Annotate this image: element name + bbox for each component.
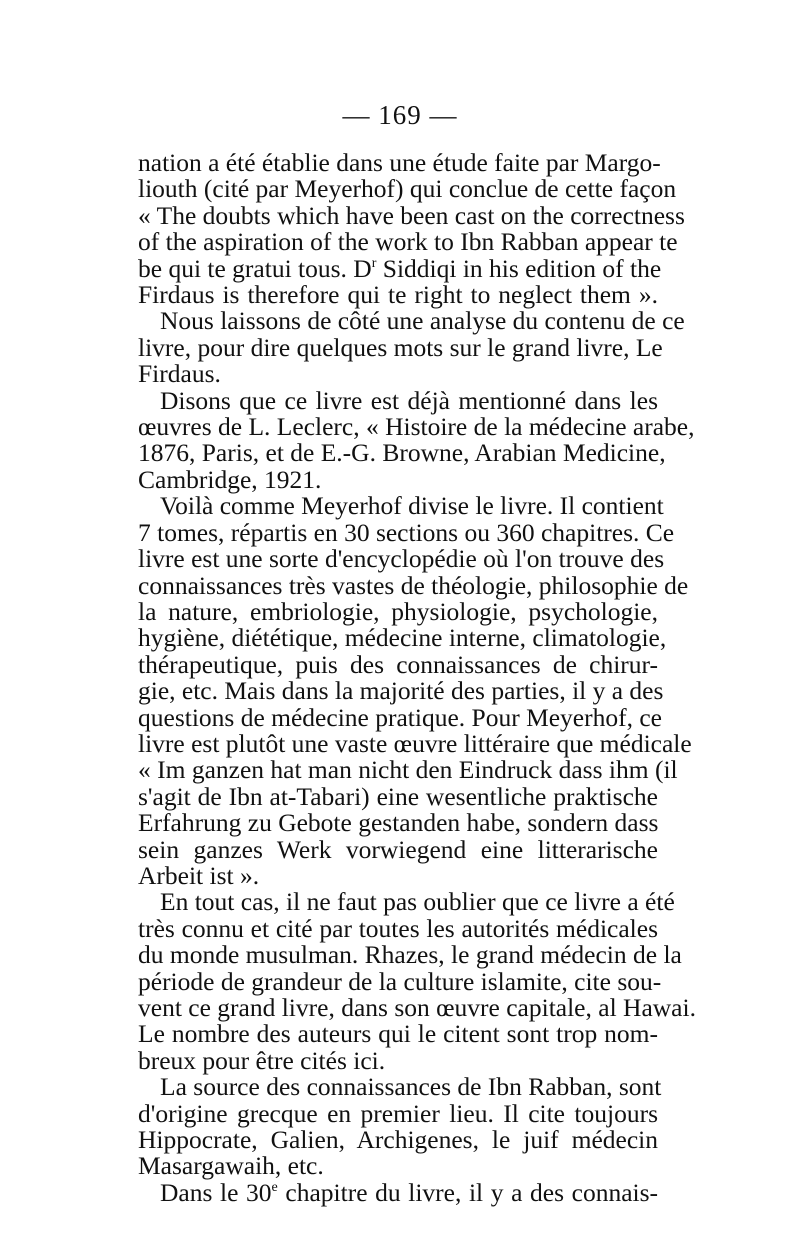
text-line: la nature, embriologie, physiologie, psychologie,: [138, 596, 658, 626]
text-line: livre est une sorte d'encyclopédie où l'on trouve des: [138, 544, 665, 574]
ordinal-superscript: e: [271, 1180, 278, 1196]
text-line: sein ganzes Werk vorwiegend eine litterarische: [138, 834, 658, 864]
text-line: d'origine grecque en premier lieu. Il cite toujours: [138, 1098, 658, 1128]
text-line: gie, etc. Mais dans la majorité des parties, il y a des: [138, 676, 664, 706]
text-line: 7 tomes, répartis en 30 sections ou 360 chapitres. Ce: [138, 517, 675, 547]
text-line: En tout cas, il ne faut pas oublier que ce livre a été: [160, 887, 675, 917]
body-text: [138, 148, 696, 1207]
text-line: 1876, Paris, et de E.-G. Browne, Arabian Medicine,: [138, 438, 666, 468]
text-line: Firdaus.: [138, 359, 221, 389]
text-line: breux pour être cités ici.: [138, 1045, 386, 1075]
text-line: livre est plutôt une vaste œuvre littéraire que médicale: [138, 728, 692, 758]
text-line: œuvres de L. Leclerc, « Histoire de la médecine arabe,: [138, 412, 695, 442]
text-line: du monde musulman. Rhazes, le grand médecin de la: [138, 940, 682, 970]
text-line: questions de médecine pratique. Pour Meyerhof, ce: [138, 702, 662, 732]
abbrev-superscript: r: [371, 255, 377, 271]
text-line: Le nombre des auteurs qui le citent sont trop nom-: [138, 1019, 658, 1049]
text-line: Masargawaih, etc.: [138, 1151, 324, 1181]
text-line: livre, pour dire quelques mots sur le grand livre, Le: [138, 332, 663, 362]
text-line: of the aspiration of the work to Ibn Rabban appear te: [138, 227, 678, 257]
text-line: période de grandeur de la culture islamite, cite sou-: [138, 966, 662, 996]
text-line: « Im ganzen hat man nicht den Eindruck dass ihm (il: [138, 755, 678, 785]
text-fragment: chapitre du livre, il y a des connais-: [285, 1177, 659, 1207]
text-line: hygiène, diététique, médecine interne, climatologie,: [138, 623, 667, 653]
text-line: nation a été établie dans une étude faite par Margo-: [138, 148, 661, 177]
text-line: Voilà comme Meyerhof divise le livre. Il contient: [160, 491, 664, 521]
page-number: — 169 —: [342, 100, 458, 130]
text-line: Arbeit ist ».: [138, 860, 260, 890]
text-line: vent ce grand livre, dans son œuvre capitale, al Hawai.: [138, 993, 696, 1022]
text-line: Firdaus is therefore qui te right to neglect them ».: [138, 280, 658, 310]
abbrev-dr: [353, 254, 376, 283]
text-line: très connu et cité par toutes les autorités médicales: [138, 913, 658, 943]
text-line-with-ordinal: [138, 1177, 659, 1207]
text-fragment: Siddiqi in his edition of the: [382, 253, 662, 283]
text-fragment: be qui te gratui tous.: [138, 253, 347, 283]
text-line: Cambridge, 1921.: [138, 464, 322, 494]
text-line: Disons que ce livre est déjà mentionné dans les: [160, 385, 658, 415]
text-line: Erfahrung zu Gebote gestanden habe, sondern dass: [138, 808, 659, 838]
text-line: liouth (cité par Meyerhof) qui conclue de cette façon: [138, 174, 677, 204]
text-line: connaissances très vastes de théologie, philosophie de: [138, 570, 689, 600]
text-line: La source des connaissances de Ibn Rabban, sont: [160, 1072, 662, 1102]
text-line: s'agit de Ibn at-Tabari) eine wesentliche praktische: [138, 781, 658, 811]
text-line: Hippocrate, Galien, Archigenes, le juif médecin: [138, 1125, 658, 1155]
text-line: thérapeutique, puis des connaissances de chirur-: [138, 649, 658, 679]
text-line-with-abbrev: [138, 253, 662, 283]
text-line: Nous laissons de côté une analyse du contenu de ce: [160, 306, 685, 336]
abbrev-letter: D: [353, 253, 372, 283]
text-fragment: Dans le 30: [160, 1177, 272, 1207]
text-line: « The doubts which have been cast on the correctness: [138, 200, 685, 230]
